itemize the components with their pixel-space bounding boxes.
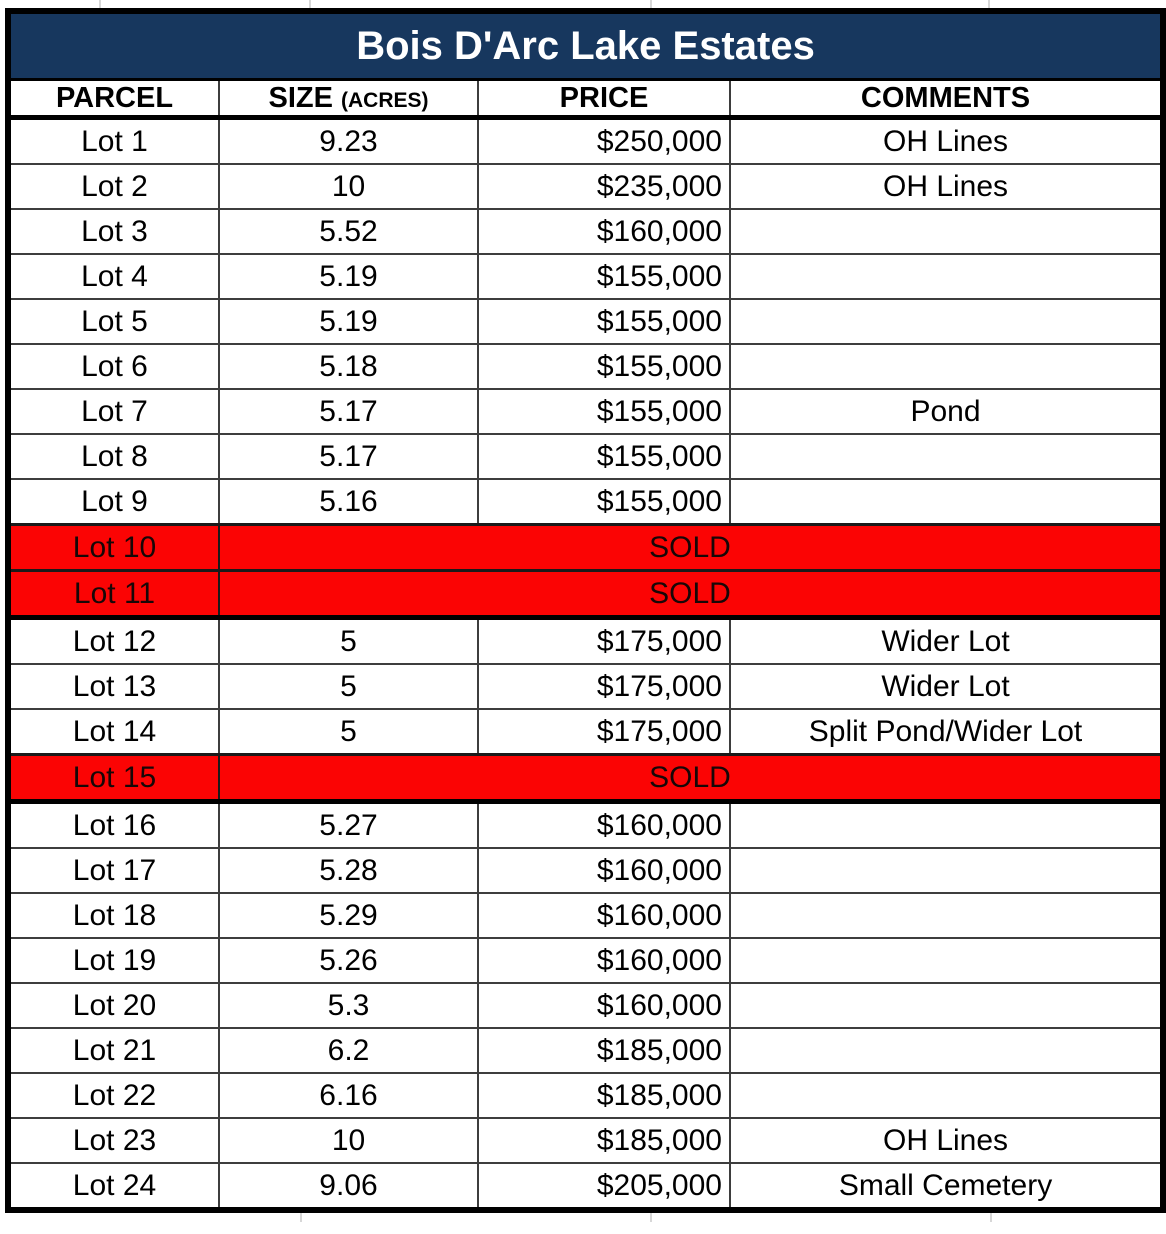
cell-comments bbox=[730, 434, 1163, 479]
cell-parcel: Lot 7 bbox=[8, 389, 219, 434]
table-title: Bois D'Arc Lake Estates bbox=[8, 11, 1163, 80]
table-row bbox=[8, 209, 1163, 254]
cell-parcel: Lot 17 bbox=[8, 848, 219, 893]
table-row bbox=[8, 1073, 1163, 1118]
cell-size: 5.28 bbox=[219, 848, 478, 893]
table-row bbox=[8, 1118, 1163, 1163]
cell-sold-status: SOLD bbox=[219, 571, 1163, 618]
spreadsheet-gridline bbox=[300, 1213, 302, 1222]
cell-size: 6.2 bbox=[219, 1028, 478, 1073]
spreadsheet-gridline bbox=[988, 0, 990, 8]
cell-comments bbox=[730, 344, 1163, 389]
cell-comments bbox=[730, 893, 1163, 938]
sheet-margin-top bbox=[0, 0, 1166, 8]
cell-price: $175,000 bbox=[478, 664, 730, 709]
cell-comments: Split Pond/Wider Lot bbox=[730, 709, 1163, 755]
table-row bbox=[8, 479, 1163, 525]
sheet-margin-bottom bbox=[0, 1213, 1166, 1225]
table-row bbox=[8, 664, 1163, 709]
cell-price: $155,000 bbox=[478, 389, 730, 434]
cell-parcel: Lot 23 bbox=[8, 1118, 219, 1163]
table-row bbox=[8, 1163, 1163, 1210]
cell-size: 6.16 bbox=[219, 1073, 478, 1118]
cell-sold-status: SOLD bbox=[219, 755, 1163, 802]
cell-parcel: Lot 9 bbox=[8, 479, 219, 525]
cell-parcel: Lot 11 bbox=[8, 571, 219, 618]
cell-price: $160,000 bbox=[478, 893, 730, 938]
table-row bbox=[8, 709, 1163, 755]
table-row bbox=[8, 118, 1163, 165]
spreadsheet-gridline bbox=[99, 0, 101, 8]
cell-sold-status: SOLD bbox=[219, 525, 1163, 571]
parcel-header-label: PARCEL bbox=[55, 81, 174, 114]
table-row bbox=[8, 344, 1163, 389]
cell-size: 5.17 bbox=[219, 389, 478, 434]
cell-size: 5 bbox=[219, 709, 478, 755]
table-row bbox=[8, 389, 1163, 434]
cell-size: 5 bbox=[219, 664, 478, 709]
header-row bbox=[8, 80, 1163, 118]
cell-price: $160,000 bbox=[478, 983, 730, 1028]
cell-size: 5 bbox=[219, 618, 478, 665]
table-row bbox=[8, 938, 1163, 983]
cell-parcel: Lot 2 bbox=[8, 164, 219, 209]
cell-price: $155,000 bbox=[478, 299, 730, 344]
spreadsheet-gridline bbox=[990, 1213, 992, 1222]
cell-price: $175,000 bbox=[478, 618, 730, 665]
lots-table bbox=[5, 8, 1166, 1213]
cell-price: $155,000 bbox=[478, 254, 730, 299]
cell-price: $155,000 bbox=[478, 344, 730, 389]
cell-parcel: Lot 20 bbox=[8, 983, 219, 1028]
cell-comments: OH Lines bbox=[730, 118, 1163, 165]
cell-comments bbox=[730, 938, 1163, 983]
table-row bbox=[8, 525, 1163, 571]
table-row bbox=[8, 983, 1163, 1028]
table-row bbox=[8, 164, 1163, 209]
cell-size: 5.3 bbox=[219, 983, 478, 1028]
cell-comments bbox=[730, 479, 1163, 525]
cell-parcel: Lot 14 bbox=[8, 709, 219, 755]
cell-comments: OH Lines bbox=[730, 1118, 1163, 1163]
cell-price: $175,000 bbox=[478, 709, 730, 755]
size-header-unit: (ACRES) bbox=[341, 88, 429, 112]
cell-parcel: Lot 12 bbox=[8, 618, 219, 665]
cell-comments: OH Lines bbox=[730, 164, 1163, 209]
cell-parcel: Lot 10 bbox=[8, 525, 219, 571]
table-row bbox=[8, 254, 1163, 299]
table-row bbox=[8, 893, 1163, 938]
cell-price: $185,000 bbox=[478, 1073, 730, 1118]
column-header-comments: COMMENTS bbox=[730, 80, 1163, 118]
cell-parcel: Lot 1 bbox=[8, 118, 219, 165]
cell-comments: Wider Lot bbox=[730, 618, 1163, 665]
column-header-size bbox=[219, 80, 478, 118]
cell-parcel: Lot 19 bbox=[8, 938, 219, 983]
cell-parcel: Lot 6 bbox=[8, 344, 219, 389]
spreadsheet-gridline bbox=[650, 0, 652, 8]
cell-price: $160,000 bbox=[478, 938, 730, 983]
table-row bbox=[8, 755, 1163, 802]
cell-comments bbox=[730, 209, 1163, 254]
cell-comments bbox=[730, 299, 1163, 344]
cell-price: $235,000 bbox=[478, 164, 730, 209]
cell-parcel: Lot 21 bbox=[8, 1028, 219, 1073]
cell-price: $185,000 bbox=[478, 1028, 730, 1073]
cell-parcel: Lot 22 bbox=[8, 1073, 219, 1118]
cell-price: $160,000 bbox=[478, 848, 730, 893]
cell-price: $185,000 bbox=[478, 1118, 730, 1163]
cell-parcel: Lot 5 bbox=[8, 299, 219, 344]
cell-parcel: Lot 18 bbox=[8, 893, 219, 938]
table-row bbox=[8, 299, 1163, 344]
spreadsheet-gridline bbox=[309, 0, 311, 8]
cell-parcel: Lot 3 bbox=[8, 209, 219, 254]
cell-price: $250,000 bbox=[478, 118, 730, 165]
table-row bbox=[8, 571, 1163, 618]
cell-price: $155,000 bbox=[478, 479, 730, 525]
cell-parcel: Lot 24 bbox=[8, 1163, 219, 1210]
cell-size: 5.26 bbox=[219, 938, 478, 983]
cell-size: 5.27 bbox=[219, 802, 478, 849]
cell-price: $160,000 bbox=[478, 802, 730, 849]
cell-size: 5.19 bbox=[219, 299, 478, 344]
cell-size: 5.16 bbox=[219, 479, 478, 525]
title-row bbox=[8, 11, 1163, 80]
cell-size: 5.17 bbox=[219, 434, 478, 479]
cell-size: 9.06 bbox=[219, 1163, 478, 1210]
cell-comments bbox=[730, 1073, 1163, 1118]
cell-parcel: Lot 15 bbox=[8, 755, 219, 802]
cell-price: $205,000 bbox=[478, 1163, 730, 1210]
cell-price: $160,000 bbox=[478, 209, 730, 254]
cell-comments bbox=[730, 802, 1163, 849]
cell-parcel: Lot 16 bbox=[8, 802, 219, 849]
cell-size: 5.18 bbox=[219, 344, 478, 389]
table-row bbox=[8, 1028, 1163, 1073]
cell-comments: Small Cemetery bbox=[730, 1163, 1163, 1210]
cell-comments bbox=[730, 848, 1163, 893]
cell-size: 5.29 bbox=[219, 893, 478, 938]
table-row bbox=[8, 618, 1163, 665]
cell-size: 10 bbox=[219, 1118, 478, 1163]
cell-size: 10 bbox=[219, 164, 478, 209]
cell-price: $155,000 bbox=[478, 434, 730, 479]
cell-comments bbox=[730, 254, 1163, 299]
column-header-parcel bbox=[8, 80, 219, 118]
cell-size: 9.23 bbox=[219, 118, 478, 165]
spreadsheet-gridline bbox=[650, 1213, 652, 1222]
cell-comments: Pond bbox=[730, 389, 1163, 434]
table-row bbox=[8, 848, 1163, 893]
cell-size: 5.19 bbox=[219, 254, 478, 299]
cell-size: 5.52 bbox=[219, 209, 478, 254]
lots-table-body bbox=[8, 118, 1163, 1211]
size-header-label: SIZE bbox=[268, 81, 333, 114]
cell-comments bbox=[730, 1028, 1163, 1073]
cell-parcel: Lot 8 bbox=[8, 434, 219, 479]
table-row bbox=[8, 802, 1163, 849]
cell-parcel: Lot 13 bbox=[8, 664, 219, 709]
table-row bbox=[8, 434, 1163, 479]
cell-parcel: Lot 4 bbox=[8, 254, 219, 299]
cell-comments: Wider Lot bbox=[730, 664, 1163, 709]
column-header-price: PRICE bbox=[478, 80, 730, 118]
cell-comments bbox=[730, 983, 1163, 1028]
